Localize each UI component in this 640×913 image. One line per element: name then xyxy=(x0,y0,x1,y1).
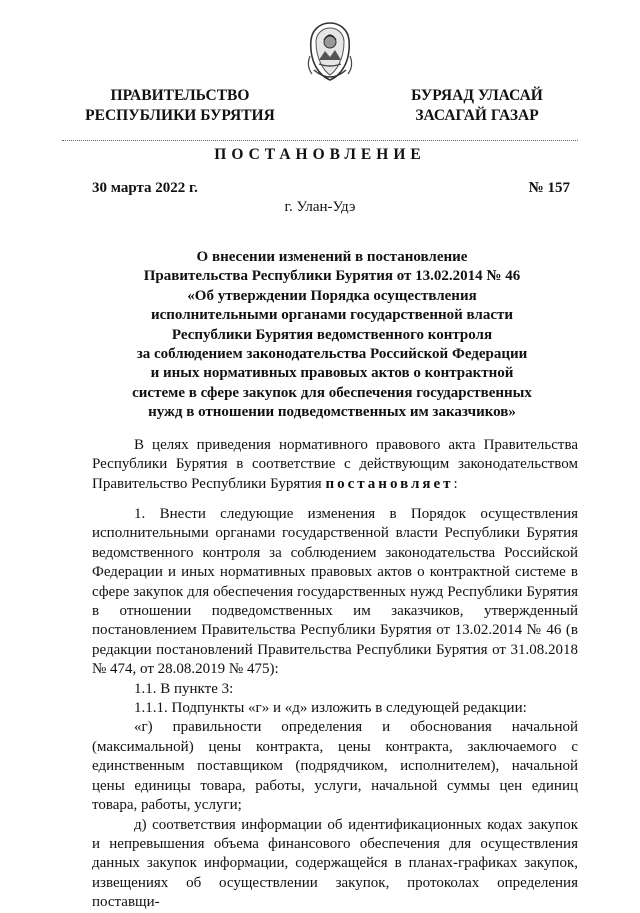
body-paragraph: 1. Внести следующие изменения в Порядок осуществления исполнительными органами государственной власти Республики Бурятия ведомственного контроля за соблюдением законодательства Российской Федерации и иных нормативных правовых актов о контрактной системе в сфере закупок для обеспечения государственных нужд Республики Бурятия в отношении подведомственных им заказчиков, утвержденный постановлением Правительства Республики Бурятия от 13.02.2014 № 46 (в редакции постановлений Правительства Республики Бурятия от 31.08.2018 № 474, от 28.08.2019 № 475): xyxy=(92,506,578,678)
body-paragraph: «г) правильности определения и обоснования начальной (максимальной) цены контракта, цены контракта, заключаемого с единственным поставщиком (подрядчиком, исполнителем), начальной цены единицы товара, работы, услуги, начальной суммы цен единиц товара, работы, услуги; xyxy=(92,719,578,814)
government-name-line: ЗАСАГАЙ ГАЗАР xyxy=(415,107,539,124)
preamble-text: В целях приведения нормативного правового акта Правительства Республики Бурятия в соответствие с действующим законодательством Правительство Республики Бурятия xyxy=(92,437,578,492)
subject-line: за соблюдением законодательства Российской Федерации xyxy=(136,346,528,363)
coat-of-arms-emblem xyxy=(302,20,358,84)
government-name-line: ПРАВИТЕЛЬСТВО xyxy=(110,87,250,104)
document-number: № 157 xyxy=(528,180,570,196)
government-name-line: БУРЯАД УЛАСАЙ xyxy=(411,87,543,104)
government-name-buryat xyxy=(392,86,562,126)
preamble-end: : xyxy=(453,475,458,492)
subject-line: Правительства Республики Бурятия от 13.02.2014 № 46 xyxy=(143,268,521,285)
body-paragraph: д) соответствия информации об идентификационных кодах закупок и непревышения объема финансового обеспечения для осуществления данных закупок информации, содержащейся в планах-графиках закупок, извещениях об осуществлении закупок, протоколах определения поставщи- xyxy=(92,816,578,911)
government-name-russian xyxy=(80,86,280,126)
preamble-paragraph xyxy=(92,436,578,494)
subject-line: исполнительными органами государственной власти xyxy=(150,307,514,324)
document-subject xyxy=(92,248,572,423)
subject-line: и иных нормативных правовых актов о контрактной xyxy=(150,365,514,382)
header-divider xyxy=(62,140,578,141)
document-city: г. Улан-Удэ xyxy=(284,199,356,215)
preamble-keyword: постановляет xyxy=(325,475,454,492)
document-title: ПОСТАНОВЛЕНИЕ xyxy=(214,146,426,163)
document-body xyxy=(92,505,578,913)
subject-line: «Об утверждении Порядка осуществления xyxy=(187,287,477,304)
body-paragraph: 1.1.1. Подпункты «г» и «д» изложить в следующей редакции: xyxy=(134,700,527,717)
body-paragraph: 1.1. В пункте 3: xyxy=(134,680,234,697)
subject-line: О внесении изменений в постановление xyxy=(196,249,468,265)
document-date: 30 марта 2022 г. xyxy=(92,180,198,196)
subject-line: системе в сфере закупок для обеспечения государственных xyxy=(132,384,532,401)
subject-line: нужд в отношении подведомственных им заказчиков» xyxy=(148,404,516,421)
subject-line: Республики Бурятия ведомственного контроля xyxy=(171,326,493,343)
government-name-line: РЕСПУБЛИКИ БУРЯТИЯ xyxy=(85,107,275,124)
